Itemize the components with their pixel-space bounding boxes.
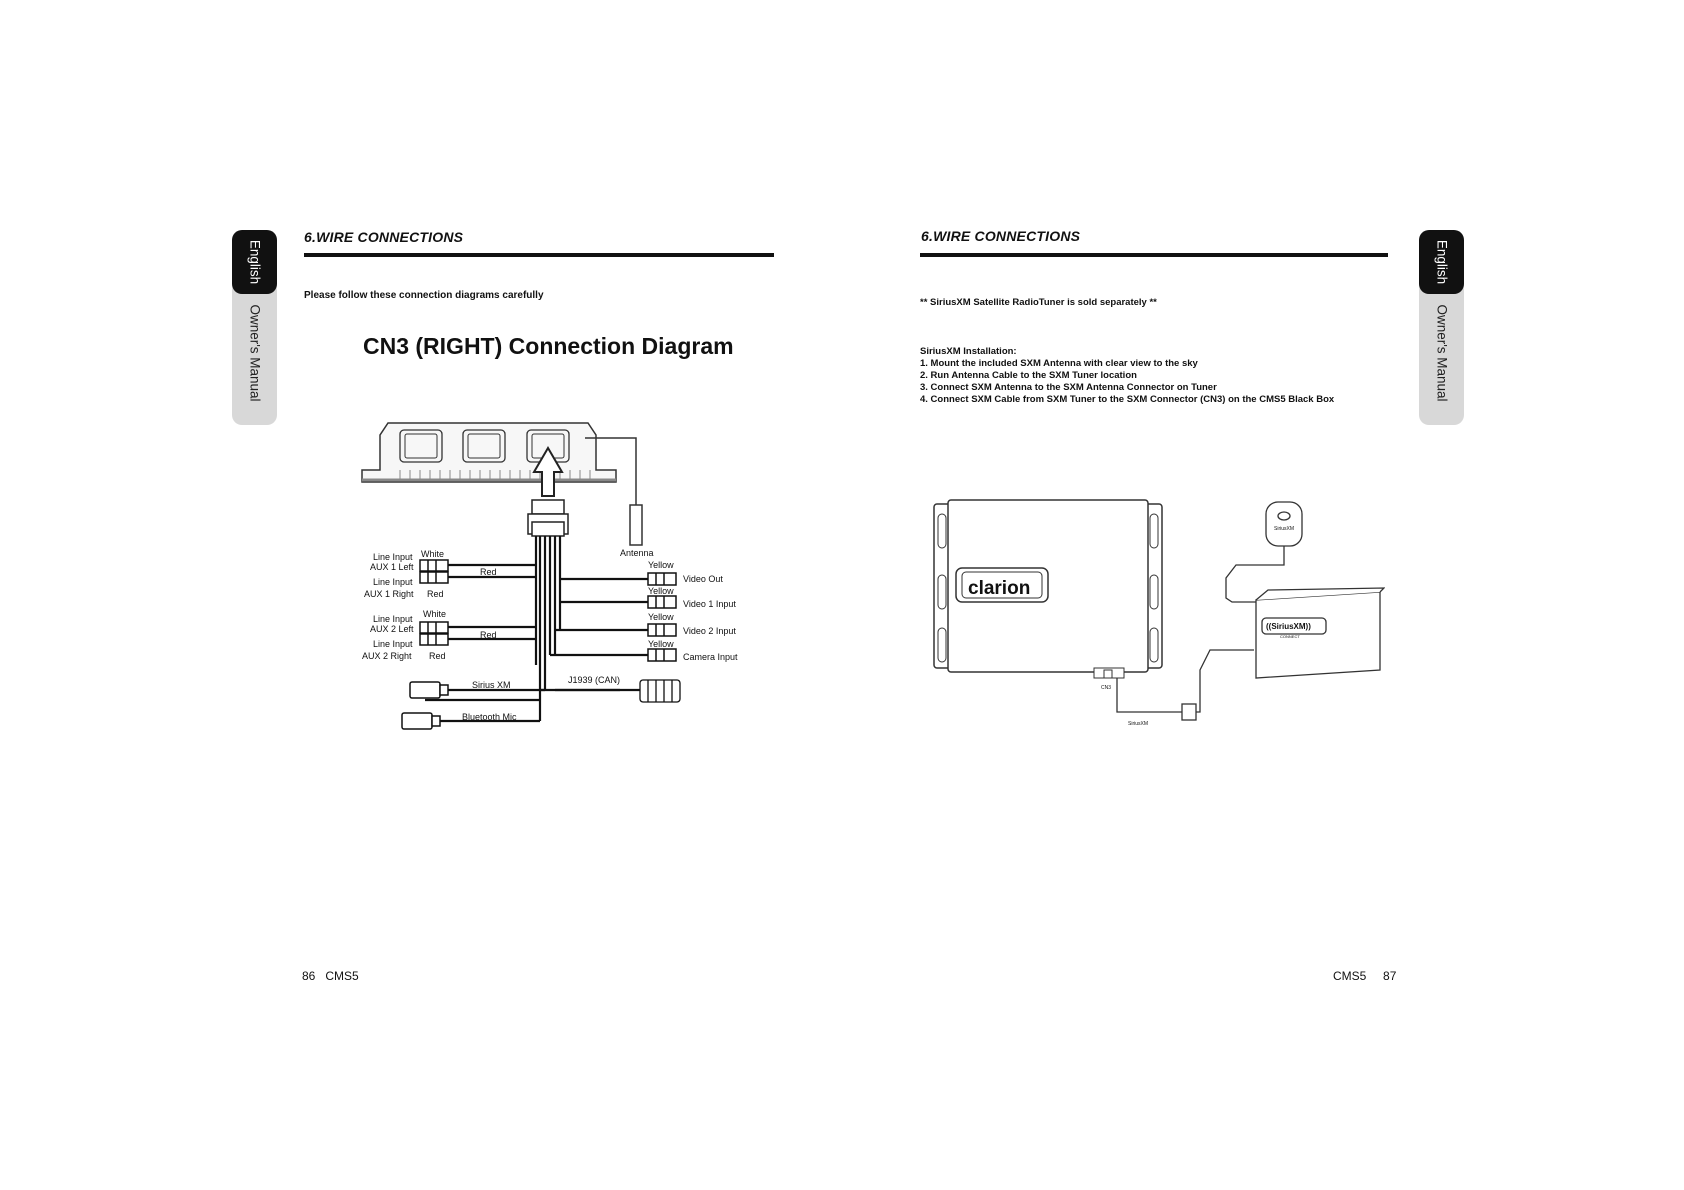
cn3-label: CN3 <box>1101 685 1112 691</box>
page-number: 86 <box>302 969 316 983</box>
english-tab-label-right: English <box>1434 239 1449 285</box>
aux2-left-line2: AUX 2 Left <box>370 624 414 634</box>
video1-input-label: Video 1 Input <box>683 599 736 609</box>
video-out-label: Video Out <box>683 574 723 584</box>
j1939-label: J1939 (CAN) <box>568 675 621 685</box>
siriusxm-tuner <box>1256 588 1384 678</box>
siriusxm-cable-label: SiriusXM <box>1128 721 1149 727</box>
aux1-left-line2: AUX 1 Left <box>370 562 414 572</box>
aux1-right-line2: AUX 1 Right <box>364 589 414 599</box>
video2-input-label: Video 2 Input <box>683 626 736 636</box>
tuner-sub-logo: CONNECT <box>1280 634 1300 639</box>
left-side-tab-manual <box>232 280 277 425</box>
red-label-2: Red <box>429 651 446 661</box>
antenna-label: Antenna <box>620 548 654 558</box>
siriusxm-antenna <box>1226 502 1302 602</box>
sirius-xm-label: Sirius XM <box>472 680 511 690</box>
yellow-label-4: Yellow <box>648 639 674 649</box>
model-name: CMS5 <box>325 969 359 983</box>
camera-input-label: Camera Input <box>683 652 738 662</box>
aux2-right-line1: Line Input <box>373 639 413 649</box>
instruction-text: Please follow these connection diagrams carefully <box>304 290 544 301</box>
yellow-label-1: Yellow <box>648 560 674 570</box>
sold-separately-note: ** SiriusXM Satellite RadioTuner is sold separately ** <box>920 297 1157 308</box>
title-rule-right <box>920 253 1388 257</box>
aux2-right-line2: AUX 2 Right <box>362 651 412 661</box>
red-label-1: Red <box>427 589 444 599</box>
installation-step: 4. Connect SXM Cable from SXM Tuner to the SXM Connector (CN3) on the CMS5 Black Box <box>920 394 1335 405</box>
installation-step: 3. Connect SXM Antenna to the SXM Antenna Connector on Tuner <box>920 382 1217 393</box>
yellow-label-2: Yellow <box>648 586 674 596</box>
aux1-right-line1: Line Input <box>373 577 413 587</box>
right-side-tab-manual <box>1419 280 1464 425</box>
cn3-connection-diagram <box>340 410 760 740</box>
owners-manual-tab-label: Owner's Manual <box>247 303 262 402</box>
right-side-tab-language <box>1419 230 1464 294</box>
english-tab-label: English <box>247 239 262 285</box>
clarion-logo: clarion <box>968 578 1031 599</box>
yellow-label-3: Yellow <box>648 612 674 622</box>
title-rule <box>304 253 774 257</box>
right-footer <box>1333 969 1396 983</box>
model-name-right: CMS5 <box>1333 969 1367 983</box>
owners-manual-tab-label-right: Owner's Manual <box>1434 303 1449 402</box>
rca-plugs-aux <box>420 560 448 645</box>
sirius-xm-plug <box>410 682 448 698</box>
red-wire-label-1: Red <box>480 567 497 577</box>
installation-step: 1. Mount the included SXM Antenna with clear view to the sky <box>920 358 1198 369</box>
section-title: 6.WIRE CONNECTIONS <box>304 229 464 245</box>
left-side-tab-language <box>232 230 277 294</box>
tuner-logo: ((SiriusXM)) <box>1266 622 1311 631</box>
white-label-1: White <box>421 549 445 559</box>
section-title-right: 6.WIRE CONNECTIONS <box>921 228 1081 244</box>
j1939-connector <box>640 680 680 702</box>
cn3-port <box>1094 668 1124 678</box>
diagram-title: CN3 (RIGHT) Connection Diagram <box>363 333 734 359</box>
aux1-left-line1: Line Input <box>373 552 413 562</box>
white-label-2: White <box>423 609 447 619</box>
installation-step: 2. Run Antenna Cable to the SXM Tuner location <box>920 370 1137 381</box>
left-footer <box>302 969 359 983</box>
aux2-left-line1: Line Input <box>373 614 413 624</box>
siriusxm-installation-figure <box>925 495 1385 735</box>
bluetooth-mic-label: Bluetooth Mic <box>462 712 517 722</box>
red-wire-label-2: Red <box>480 630 497 640</box>
black-box-unit <box>362 423 616 482</box>
page-number-right: 87 <box>1383 969 1397 983</box>
antenna-logo: SiriusXM <box>1274 526 1295 532</box>
installation-heading: SiriusXM Installation: <box>920 346 1017 357</box>
harness-connector <box>528 500 568 536</box>
